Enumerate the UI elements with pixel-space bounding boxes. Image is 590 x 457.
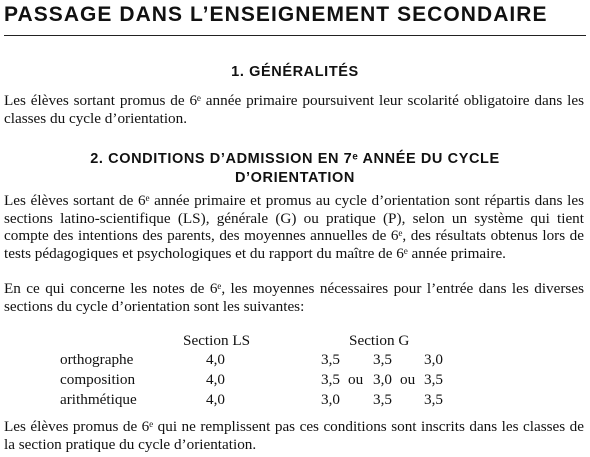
row-subject: orthographe (60, 351, 134, 368)
section-heading-conditions-line2: D’ORIENTATION (234, 170, 356, 186)
row-subject: composition (60, 371, 136, 388)
row-g-value: 3,5 (373, 391, 392, 408)
row-g-value: 3,5 (424, 391, 443, 408)
row-ls-value: 4,0 (206, 351, 225, 368)
section-heading-conditions (4, 150, 586, 188)
section-heading-generalites: 1. GÉNÉRALITÉS (231, 64, 359, 80)
row-g-value: 3,5 (321, 351, 340, 368)
row-g-value: 3,0 (373, 371, 392, 388)
row-ls-value: 4,0 (206, 391, 225, 408)
paragraph-generalites: Les élèves sortant promus de 6ᵉ année primaire poursuivent leur scolarité obligatoire dans les classes du cycle d’orientation. (4, 92, 584, 127)
row-g-value: 3,0 (321, 391, 340, 408)
column-header-section-g: Section G (349, 332, 410, 349)
row-g-separator: ou (400, 371, 416, 388)
row-ls-value: 4,0 (206, 371, 225, 388)
row-subject: arithmétique (60, 391, 137, 408)
paragraph-moyennes: En ce qui concerne les notes de 6ᵉ, les moyennes nécessaires pour l’entrée dans les diverses sections du cycle d’orientation sont les suivantes: (4, 280, 584, 315)
paragraph-closing: Les élèves promus de 6ᵉ qui ne remplissent pas ces conditions sont inscrits dans les classes de la section pratique du cycle d’orientation. (4, 418, 584, 453)
section-heading-conditions-line1: 2. CONDITIONS D’ADMISSION EN 7ᵉ ANNÉE DU CYCLE (90, 151, 500, 167)
row-g-value: 3,5 (424, 371, 443, 388)
title-rule (4, 35, 586, 36)
column-header-section-ls: Section LS (183, 332, 251, 349)
row-g-value: 3,5 (321, 371, 340, 388)
row-g-value: 3,0 (424, 351, 443, 368)
row-g-value: 3,5 (373, 351, 392, 368)
row-g-separator: ou (348, 371, 364, 388)
paragraph-repartition: Les élèves sortant de 6ᵉ année primaire et promus au cycle d’orientation sont répartis dans les sections latino-scientifique (LS), générale (G) ou pratique (P), selon un système qui tient compte des intentions des parents, des moyennes annuelles de 6ᵉ, des résultats obtenus lors de tests pédagogiques et psychologiques et du rapport du maître de 6ᵉ année primaire. (4, 192, 584, 262)
page-title: PASSAGE DANS L’ENSEIGNEMENT SECONDAIRE (4, 3, 548, 26)
